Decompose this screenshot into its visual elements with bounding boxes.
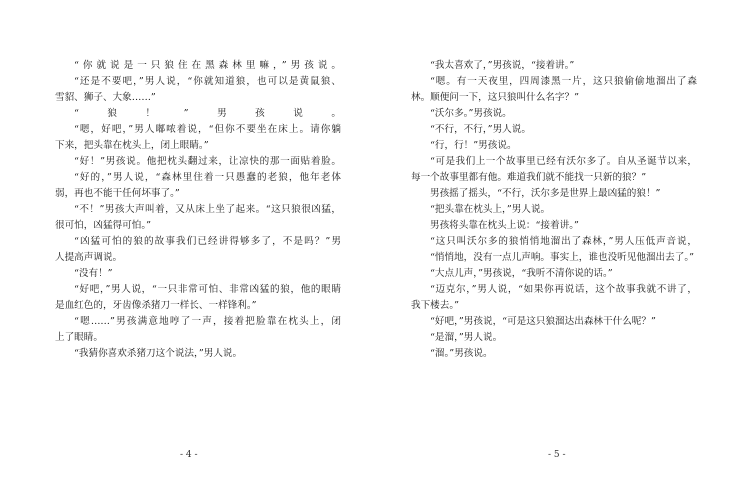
text-line: 男孩将头靠在枕头上说：“接着讲。” [430,220,579,231]
text-line: 人提高声调说。 [55,252,123,263]
text-line: “悄悄地，没有一点儿声响。事实上，谁也没听见他溜出去了。” [430,252,695,263]
text-line: “没有！” [74,268,113,279]
text-line: “行，行！”男孩说。 [430,140,517,151]
text-line: “可是我们上一个故事里已经有沃尔多了。自从圣诞节以来， [430,156,697,167]
text-line: “还是不要吧，”男人说，“你就知道狼，也可以是黄鼠狼、 [74,76,341,87]
text-line: “把头靠在枕头上，”男人说。 [430,204,551,215]
text-line: “嗯。有一天夜里，四周漆黑一片，这只狼偷偷地溜出了森 [430,76,697,87]
left-page-body [55,58,341,362]
text-line: “你就说是一只狼住在黑森林里嘛，”男孩说。 [74,60,341,71]
text-line: “不！”男孩大声叫着，又从床上坐了起来。“这只狼很凶猛， [74,204,341,215]
text-line: “这只叫沃尔多的狼悄悄地溜出了森林，”男人压低声音说， [430,236,697,247]
text-line: 林。顺便问一下，这只狼叫什么名字？” [411,92,579,103]
text-line: “好吧，”男孩说，“可是这只狼溜达出森林干什么呢？” [430,316,656,327]
text-line: “凶猛可怕的狼的故事我们已经讲得够多了，不是吗？”男 [74,236,341,247]
text-line: 弱，再也不能干任何坏事了。” [55,188,180,199]
text-line: “我太喜欢了，”男孩说，“接着讲。” [430,60,575,71]
text-line: “狼！”男孩说。 [74,108,341,119]
text-line: “沃尔多。”男孩说。 [430,108,512,119]
page-number-left: - 4 - [180,450,198,460]
text-line: 是血红色的，牙齿像杀猪刀一样长、一样锋利。” [55,300,257,311]
text-line: “我猜你喜欢杀猪刀这个说法，”男人说。 [74,348,243,359]
text-line: 我下楼去。” [411,300,460,311]
text-line: “好的，”男人说，“森林里住着一只愚蠢的老狼，他年老体 [74,172,341,183]
text-line: “大点儿声，”男孩说，“我听不清你说的话。” [430,268,613,279]
text-line: “嗯……”男孩满意地哼了一声，接着把脸靠在枕头上，闭 [74,316,341,327]
text-line: “嗯，好吧，”男人嘟哝着说，“但你不要坐在床上。请你躺 [74,124,341,135]
text-line: “迈克尔，”男人说，“如果你再说话，这个故事我就不讲了， [430,284,697,295]
text-line: 男孩摇了摇头，“不行，沃尔多是世界上最凶猛的狼！” [430,188,661,199]
text-line: “是溜，”男人说。 [430,332,503,343]
text-line: 很可怕，凶猛得可怕。” [55,220,152,231]
text-line: 每一个故事里都有他。难道我们就不能找一只新的狼？” [411,172,647,183]
right-page-body [411,58,697,362]
text-line: “溜。”男孩说。 [430,348,493,359]
text-line: 下来，把头靠在枕头上，闭上眼睛。” [55,140,209,151]
text-line: 上了眼睛。 [55,332,103,343]
page-number-right: - 5 - [548,450,566,460]
text-line: “不行，不行，”男人说。 [430,124,531,135]
text-line: “好吧，”男人说，“一只非常可怕、非常凶猛的狼，他的眼睛 [74,284,341,295]
text-line: “好！”男孩说。他把枕头翻过来，让凉快的那一面贴着脸。 [74,156,341,167]
text-line: 雪貂、狮子、大象……” [55,92,156,103]
